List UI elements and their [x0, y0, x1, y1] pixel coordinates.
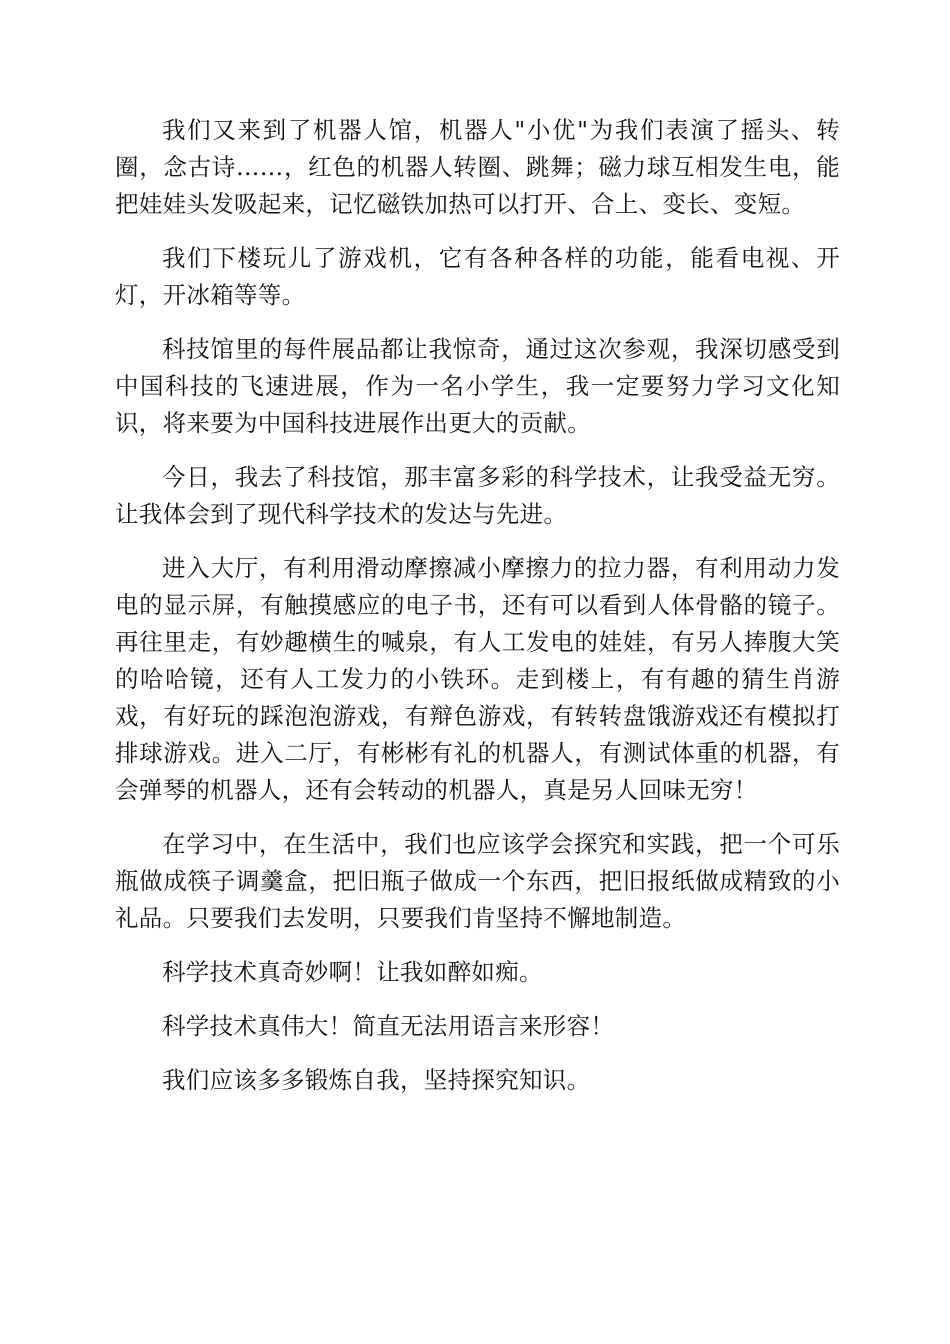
- paragraph-game-machine: 我们下楼玩儿了游戏机，它有各种各样的功能，能看电视、开灯，开冰箱等等。: [115, 244, 840, 309]
- paragraph-robot-hall: 我们又来到了机器人馆，机器人"小优"为我们表演了摇头、转圈，念古诗……，红色的机器人转圈、跳舞；磁力球互相发生电，能把娃娃头发吸起来，记忆磁铁加热可以打开、合上、变长、变短。: [115, 116, 840, 218]
- document-body: [115, 112, 840, 1116]
- paragraph-visit-today: 今日，我去了科技馆，那丰富多彩的科学技术，让我受益无穷。让我体会到了现代科学技术的发达与先进。: [115, 463, 840, 528]
- paragraph-closing: 我们应该多多锻炼自我，坚持探究知识。: [162, 1066, 591, 1094]
- paragraph-hall-description: 进入大厅，有利用滑动摩擦减小摩擦力的拉力器，有利用动力发电的显示屏，有触摸感应的电子书，还有可以看到人体骨骼的镜子。再往里走，有妙趣横生的喊泉，有人工发电的娃娃，有另人捧腹大笑的哈哈镜，还有人工发力的小铁环。走到楼上，有有趣的猜生肖游戏，有好玩的踩泡泡游戏，有辩色游戏，有转转盘饿游戏还有模拟打排球游戏。进入二厅，有彬彬有礼的机器人，有测试体重的机器，有会弹琴的机器人，还有会转动的机器人，真是另人回味无穷！: [115, 554, 840, 804]
- paragraph-wonderful: 科学技术真奇妙啊！让我如醉如痴。: [162, 958, 543, 986]
- paragraph-great: 科学技术真伟大！简直无法用语言来形容！: [162, 1012, 615, 1040]
- paragraph-exhibits-amazement: 科技馆里的每件展品都让我惊奇，通过这次参观，我深切感受到中国科技的飞速进展，作为一名小学生，我一定要努力学习文化知识，将来要为中国科技进展作出更大的贡献。: [115, 335, 840, 437]
- paragraph-learning-practice: 在学习中，在生活中，我们也应该学会探究和实践，把一个可乐瓶做成筷子调羹盒，把旧瓶子做成一个东西，把旧报纸做成精致的小礼品。只要我们去发明，只要我们肯坚持不懈地制造。: [115, 830, 840, 932]
